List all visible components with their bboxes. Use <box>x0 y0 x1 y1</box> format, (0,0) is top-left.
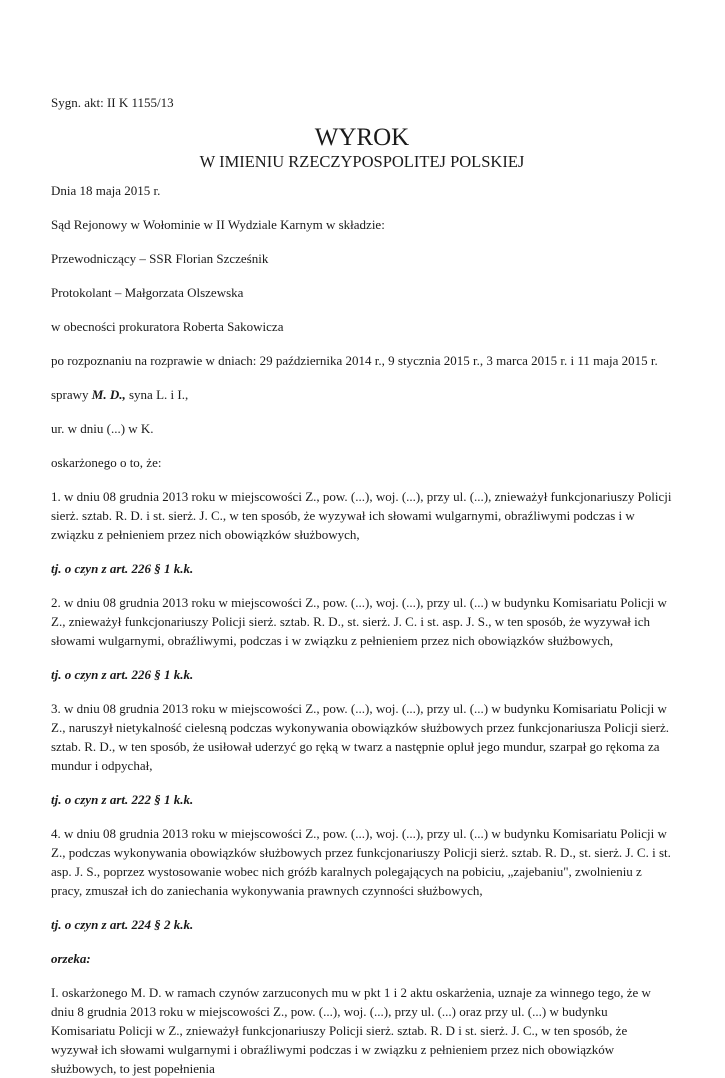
prosecutor-presence: w obecności prokuratora Roberta Sakowicza <box>51 319 284 334</box>
document-title: WYROK <box>314 124 410 151</box>
case-suffix: syna L. i I., <box>125 387 189 402</box>
court-composition: Sąd Rejonowy w Wołominie w II Wydziale Karnym w składzie: <box>51 217 385 232</box>
count-2-text: 2. w dniu 08 grudnia 2013 roku w miejscowości Z., pow. (...), woj. (...), przy ul. (...) w budynku Komisariatu Policji w Z., znieważył funkcjonariuszy Policji sierż. sztab. R. D., st. sierż. J. C. i st. asp. J. S., w ten sposób, że wyzywał ich słowami wulgarnymi, obraźliwymi, podczas i w związku z pełnieniem przez nich obowiązków służbowych, <box>51 595 667 648</box>
case-prefix: sprawy <box>51 387 92 402</box>
count-1-qualification: tj. o czyn z art. 226 § 1 k.k. <box>51 561 194 576</box>
judgment-date: Dnia 18 maja 2015 r. <box>51 183 161 198</box>
case-defendant <box>51 385 673 404</box>
count-3-text: 3. w dniu 08 grudnia 2013 roku w miejscowości Z., pow. (...), woj. (...), przy ul. (...) w budynku Komisariatu Policji w Z., naruszył nietykalność cielesną podczas wykonywania obowiązków służbowych przez funkcjonariusza Policji sierż. sztab. R. D., w ten sposób, że usiłował uderzyć go ręką w twarz a następnie opluł jego mundur, szarpał go rękoma za mundur i odpychał, <box>51 701 670 773</box>
defendant-name: M. D., <box>91 387 126 402</box>
count-3-qualification: tj. o czyn z art. 222 § 1 k.k. <box>51 792 194 807</box>
verdict-point-1: I. oskarżonego M. D. w ramach czynów zarzuconych mu w pkt 1 i 2 aktu oskarżenia, uznaje za winnego tego, że w dniu 8 grudnia 2013 roku w miejscowości Z., pow. (...), woj. (...), przy ul. (...) oraz przy ul. (...) w budynku Komisariatu Policji w Z., znieważył funkcjonariuszy Policji sierż. sztab. R. D i st. sierż. J. C., w ten sposób, że wyzywał ich słowami wulgarnymi i obraźliwymi podczas i w związku z pełnieniem przez nich obowiązków służbowych, to jest popełnienia <box>51 985 651 1076</box>
case-signature: Sygn. akt: II K 1155/13 <box>51 95 174 110</box>
hearing-dates: po rozpoznaniu na rozprawie w dniach: 29 października 2014 r., 9 stycznia 2015 r., 3 marca 2015 r. i 11 maja 2015 r. <box>51 353 658 368</box>
verdict-heading: orzeka: <box>51 951 91 966</box>
count-4-qualification: tj. o czyn z art. 224 § 2 k.k. <box>51 917 194 932</box>
count-2-qualification: tj. o czyn z art. 226 § 1 k.k. <box>51 667 194 682</box>
court-clerk: Protokolant – Małgorzata Olszewska <box>51 285 244 300</box>
accusation-intro: oskarżonego o to, że: <box>51 455 162 470</box>
document-subtitle: W IMIENIU RZECZYPOSPOLITEJ POLSKIEJ <box>199 152 525 171</box>
defendant-birth: ur. w dniu (...) w K. <box>51 421 154 436</box>
count-1-text: 1. w dniu 08 grudnia 2013 roku w miejscowości Z., pow. (...), woj. (...), przy ul. (...), znieważył funkcjonariuszy Policji sierż. sztab. R. D. i st. sierż. J. C., w ten sposób, że wyzywał ich słowami wulgarnymi, obraźliwymi podczas i w związku z pełnieniem przez nich obowiązków służbowych, <box>51 489 672 542</box>
count-4-text: 4. w dniu 08 grudnia 2013 roku w miejscowości Z., pow. (...), woj. (...), przy ul. (...) w budynku Komisariatu Policji w Z., podczas wykonywania obowiązków służbowych przez funkcjonariuszy Policji sierż. sztab. R. D., st. sierż. J. C. i st. asp. J. S., poprzez wystosowanie wobec nich gróźb karalnych polegających na pobiciu, „zajebaniu", zwolnieniu z pracy, zmuszał ich do zaniechania wykonywania prawnych czynności służbowych, <box>51 826 671 898</box>
presiding-judge: Przewodniczący – SSR Florian Szcześnik <box>51 251 269 266</box>
